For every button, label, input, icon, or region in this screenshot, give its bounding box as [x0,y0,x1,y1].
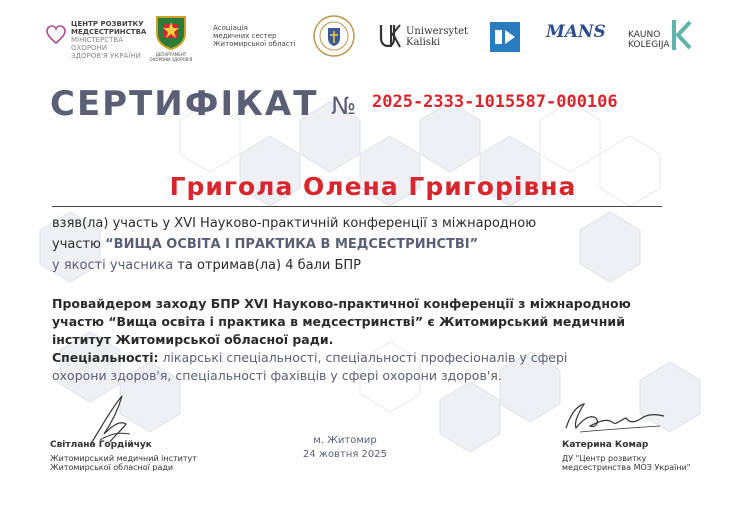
university-name: Uniwersytet Kaliski [406,26,469,48]
right-signature [560,396,670,440]
kauno-logo [628,14,698,56]
right-signatory-org: медсестринства МОЗ України" [562,463,691,472]
region-emblem [146,14,196,62]
participation-text [52,213,712,276]
center-logo-line: МІНІСТЕРСТВА ОХОРОНИ [71,36,123,52]
association-line: Асоціація [213,24,248,32]
association-logo [213,24,303,66]
conference-title: “ВИЩА ОСВІТА І ПРАКТИКА В МЕДСЕСТРИНСТВІ” [105,237,479,252]
uk-monogram-icon [378,22,402,50]
mans-text: MANS [546,22,606,42]
participation-line [52,255,712,276]
university-logo [378,14,473,56]
k-chevron-icon [670,18,694,52]
name-underline [52,206,662,207]
number-sign: № [331,92,356,120]
participation-line [52,234,712,255]
participation-prefix: участю [52,237,106,252]
emblem-caption: ДЕПАРТАМЕНТ ОХОРОНИ ЗДОРОВ'Я [149,52,193,62]
association-line: Житомирської області [213,40,296,48]
specialties-line: охорони здоров'я, спеціальності фахівців у сфері охорони здоров'я. [52,368,502,383]
kauno-line: KAUNO [628,30,661,40]
kauno-line: KOLEGIJA [628,40,670,50]
participant-role: у якості учасника [52,258,174,273]
mans-logo [546,22,612,64]
provider-line: Провайдером заходу БПР XVI Науково-практичної конференції з міжнародною [52,296,631,311]
left-signatory-org: Житомирської обласної ради [50,463,174,472]
points-text: та отримав(ла) 4 бали БПР [173,258,361,273]
provider-text [52,295,702,385]
certificate-title: СЕРТИФІКАТ [50,84,319,124]
shield-emblem-icon [154,14,188,50]
institute-seal [312,14,356,56]
certificate-number: 2025-2333-1015587-000106 [372,92,618,112]
center-logo-line: ЗДОРОВ'Я УКРАЇНИ [71,52,141,60]
heart-icon [45,24,67,46]
right-signatory-name: Катерина Комар [562,440,649,450]
recipient-name: Григола Олена Григорівна [169,172,577,201]
specialties-text: лікарські спеціальності, спеціальності професіоналів у сфері [158,350,568,365]
right-signatory-org: ДУ "Центр розвитку [562,454,647,463]
specialties-label: Спеціальності: [52,350,159,365]
date: 24 жовтня 2025 [303,449,387,460]
provider-line: участю “Вища освіта і практика в медсестринстві” є Житомирський медичний [52,314,625,329]
seal-icon [312,14,356,58]
participation-line: взяв(ла) участь у XVI Науково-практичній конференції з міжнародною [52,216,537,231]
city: м. Житомир [313,435,377,446]
left-signatory-org: Житомирський медичний інститут [50,454,197,463]
left-signatory [50,441,200,472]
left-signatory-name: Світлана Гордійчук [50,440,152,450]
right-signatory [562,441,712,472]
center-logo-line: ЦЕНТР РОЗВИТКУ [71,20,144,28]
place-date [300,434,390,462]
specialties-line [52,349,702,367]
logo-mark-icon [490,22,520,52]
provider-line: інститут Житомирської обласної ради. [52,332,334,347]
association-line: медичних сестер [213,32,277,40]
eucolored-logo [490,22,520,52]
center-logo [45,14,147,60]
center-logo-line: МЕДСЕСТРИНСТВА [71,28,147,36]
